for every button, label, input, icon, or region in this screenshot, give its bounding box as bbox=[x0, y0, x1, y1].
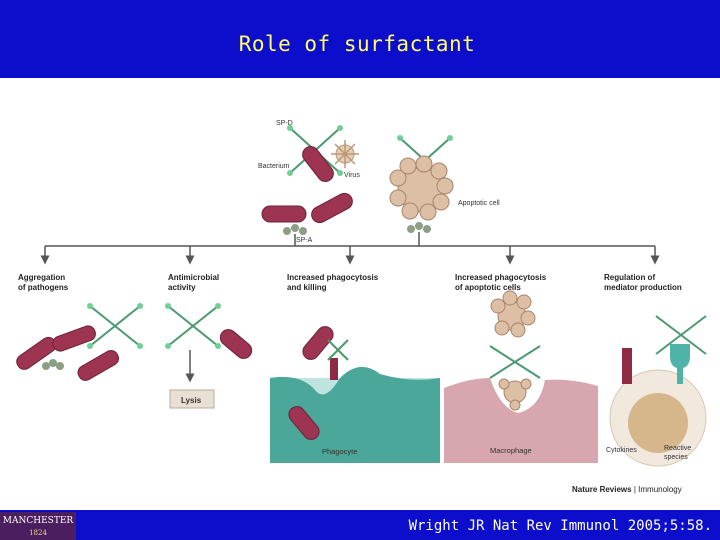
section-phagocytosis-apoptotic: Increased phagocytosis of apoptotic cells bbox=[455, 273, 547, 292]
virus bbox=[331, 140, 359, 168]
section-aggregation: Aggregation of pathogens bbox=[18, 273, 69, 292]
macrophage-panel bbox=[444, 291, 598, 463]
aggregation-panel bbox=[14, 303, 143, 383]
reactive-species-label: Reactive species bbox=[664, 445, 692, 461]
section-mediator-regulation: Regulation of mediator production bbox=[604, 273, 682, 292]
antimicrobial-panel bbox=[165, 303, 255, 408]
branch-lines bbox=[45, 246, 655, 260]
logo-name: MANCHESTER bbox=[2, 516, 74, 526]
credit-journal: Nature Reviews bbox=[572, 485, 632, 494]
phagocyte-label: Phagocyte bbox=[322, 447, 358, 456]
virus-label: Virus bbox=[344, 172, 360, 179]
cytokines-label: Cytokines bbox=[606, 447, 637, 454]
apoptotic-cell bbox=[390, 156, 453, 220]
macrophage-label: Macrophage bbox=[490, 446, 532, 455]
figure-credit bbox=[572, 485, 682, 494]
logo-year: 1824 bbox=[29, 529, 47, 537]
title-bar bbox=[0, 0, 720, 78]
university-logo bbox=[0, 512, 76, 540]
mediator-panel bbox=[606, 316, 706, 466]
credit-separator: | bbox=[633, 485, 636, 494]
top-illustration bbox=[258, 120, 500, 246]
lysis-label: Lysis bbox=[181, 396, 202, 405]
phagocyte-panel bbox=[270, 323, 440, 463]
sp-a-molecule bbox=[283, 222, 431, 235]
section-antimicrobial: Antimicrobial activity bbox=[168, 273, 220, 292]
diagram-graphic bbox=[0, 78, 720, 510]
bacterium-label: Bacterium bbox=[258, 163, 290, 170]
credit-section: Immunology bbox=[638, 485, 682, 494]
citation: Wright JR Nat Rev Immunol 2005;5:58. bbox=[408, 518, 712, 534]
slide-title: Role of surfactant bbox=[238, 32, 476, 56]
sp-a-label: SP-A bbox=[296, 237, 313, 244]
surfactant-diagram bbox=[0, 78, 720, 510]
apoptotic-cell-label: Apoptotic cell bbox=[458, 200, 500, 207]
section-phagocytosis-killing: Increased phagocytosis and killing bbox=[287, 273, 379, 292]
sp-d-label: SP-D bbox=[276, 120, 293, 127]
